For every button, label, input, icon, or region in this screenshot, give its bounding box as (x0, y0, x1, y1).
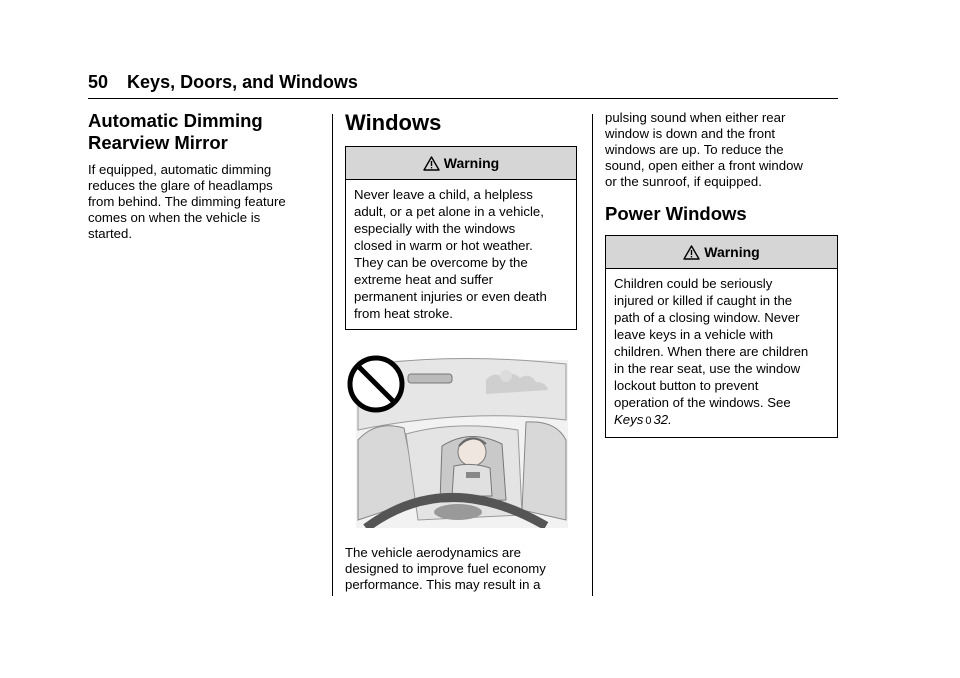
text-line: in the rear seat, use the window (614, 361, 801, 376)
aerodynamics-paragraph (345, 545, 579, 593)
keys-reference-link[interactable]: Keys (614, 412, 644, 427)
text-line: The vehicle aerodynamics are (345, 545, 521, 560)
text-line: injured or killed if caught in the (614, 293, 793, 308)
column-1 (88, 110, 320, 242)
text-line: pulsing sound when either rear (605, 110, 786, 125)
text-line: started. (88, 226, 132, 241)
text-line: performance. This may result in a (345, 577, 541, 592)
column-2 (345, 110, 579, 330)
text-line: from behind. The dimming feature (88, 194, 286, 209)
warning-title: Warning (704, 244, 760, 260)
text-line: sound, open either a front window (605, 158, 803, 173)
header-divider (88, 98, 838, 99)
mirror-heading-line2: Rearview Mirror (88, 132, 228, 153)
keys-reference-page[interactable]: 32. (653, 412, 672, 427)
text-line: leave keys in a vehicle with (614, 327, 774, 342)
warning-header (346, 147, 576, 180)
warning-body (346, 180, 576, 329)
warning-body (606, 269, 837, 437)
text-line: or the sunroof, if equipped. (605, 174, 762, 189)
column-divider-2 (592, 114, 593, 596)
child-warning-box (345, 146, 577, 330)
text-line: especially with the windows (354, 221, 516, 236)
text-line: Never leave a child, a helpless (354, 187, 533, 202)
power-windows-heading: Power Windows (605, 203, 747, 224)
text-line: closed in warm or hot weather. (354, 238, 533, 253)
column-divider-1 (332, 114, 333, 596)
warning-header (606, 236, 837, 269)
windows-heading: Windows (345, 110, 442, 135)
mirror-paragraph (88, 162, 320, 242)
prohibition-sign-icon (350, 358, 402, 410)
text-line: lockout button to prevent (614, 378, 759, 393)
mirror-heading-line1: Automatic Dimming (88, 110, 263, 131)
text-line: children. When there are children (614, 344, 809, 359)
page-header (88, 71, 838, 93)
column-3 (605, 110, 838, 438)
pulsing-sound-paragraph (605, 110, 838, 190)
warning-triangle-icon (683, 245, 700, 260)
section-title: Keys, Doors, and Windows (127, 72, 358, 92)
text-line: They can be overcome by the (354, 255, 528, 270)
text-line: operation of the windows. See (614, 395, 791, 410)
windows-paragraph-block (345, 545, 579, 593)
text-line: permanent injuries or even death (354, 289, 547, 304)
warning-title: Warning (443, 155, 500, 171)
text-line: extreme heat and suffer (354, 272, 494, 287)
power-window-warning-box (605, 235, 838, 438)
text-line: designed to improve fuel economy (345, 561, 546, 576)
text-line: windows are up. To reduce the (605, 142, 784, 157)
text-line: adult, or a pet alone in a vehicle, (354, 204, 544, 219)
page-ref-icon: 0 (645, 415, 652, 427)
mirror-heading (88, 110, 320, 154)
page-number: 50 (88, 72, 109, 92)
text-line: If equipped, automatic dimming (88, 162, 272, 177)
text-line: comes on when the vehicle is (88, 210, 261, 225)
text-line: window is down and the front (605, 126, 776, 141)
child-in-car-illustration (346, 350, 568, 528)
text-line: from heat stroke. (354, 306, 453, 321)
text-line: reduces the glare of headlamps (88, 178, 273, 193)
text-line: path of a closing window. Never (614, 310, 800, 325)
text-line: Children could be seriously (614, 276, 773, 291)
warning-triangle-icon (423, 156, 440, 171)
